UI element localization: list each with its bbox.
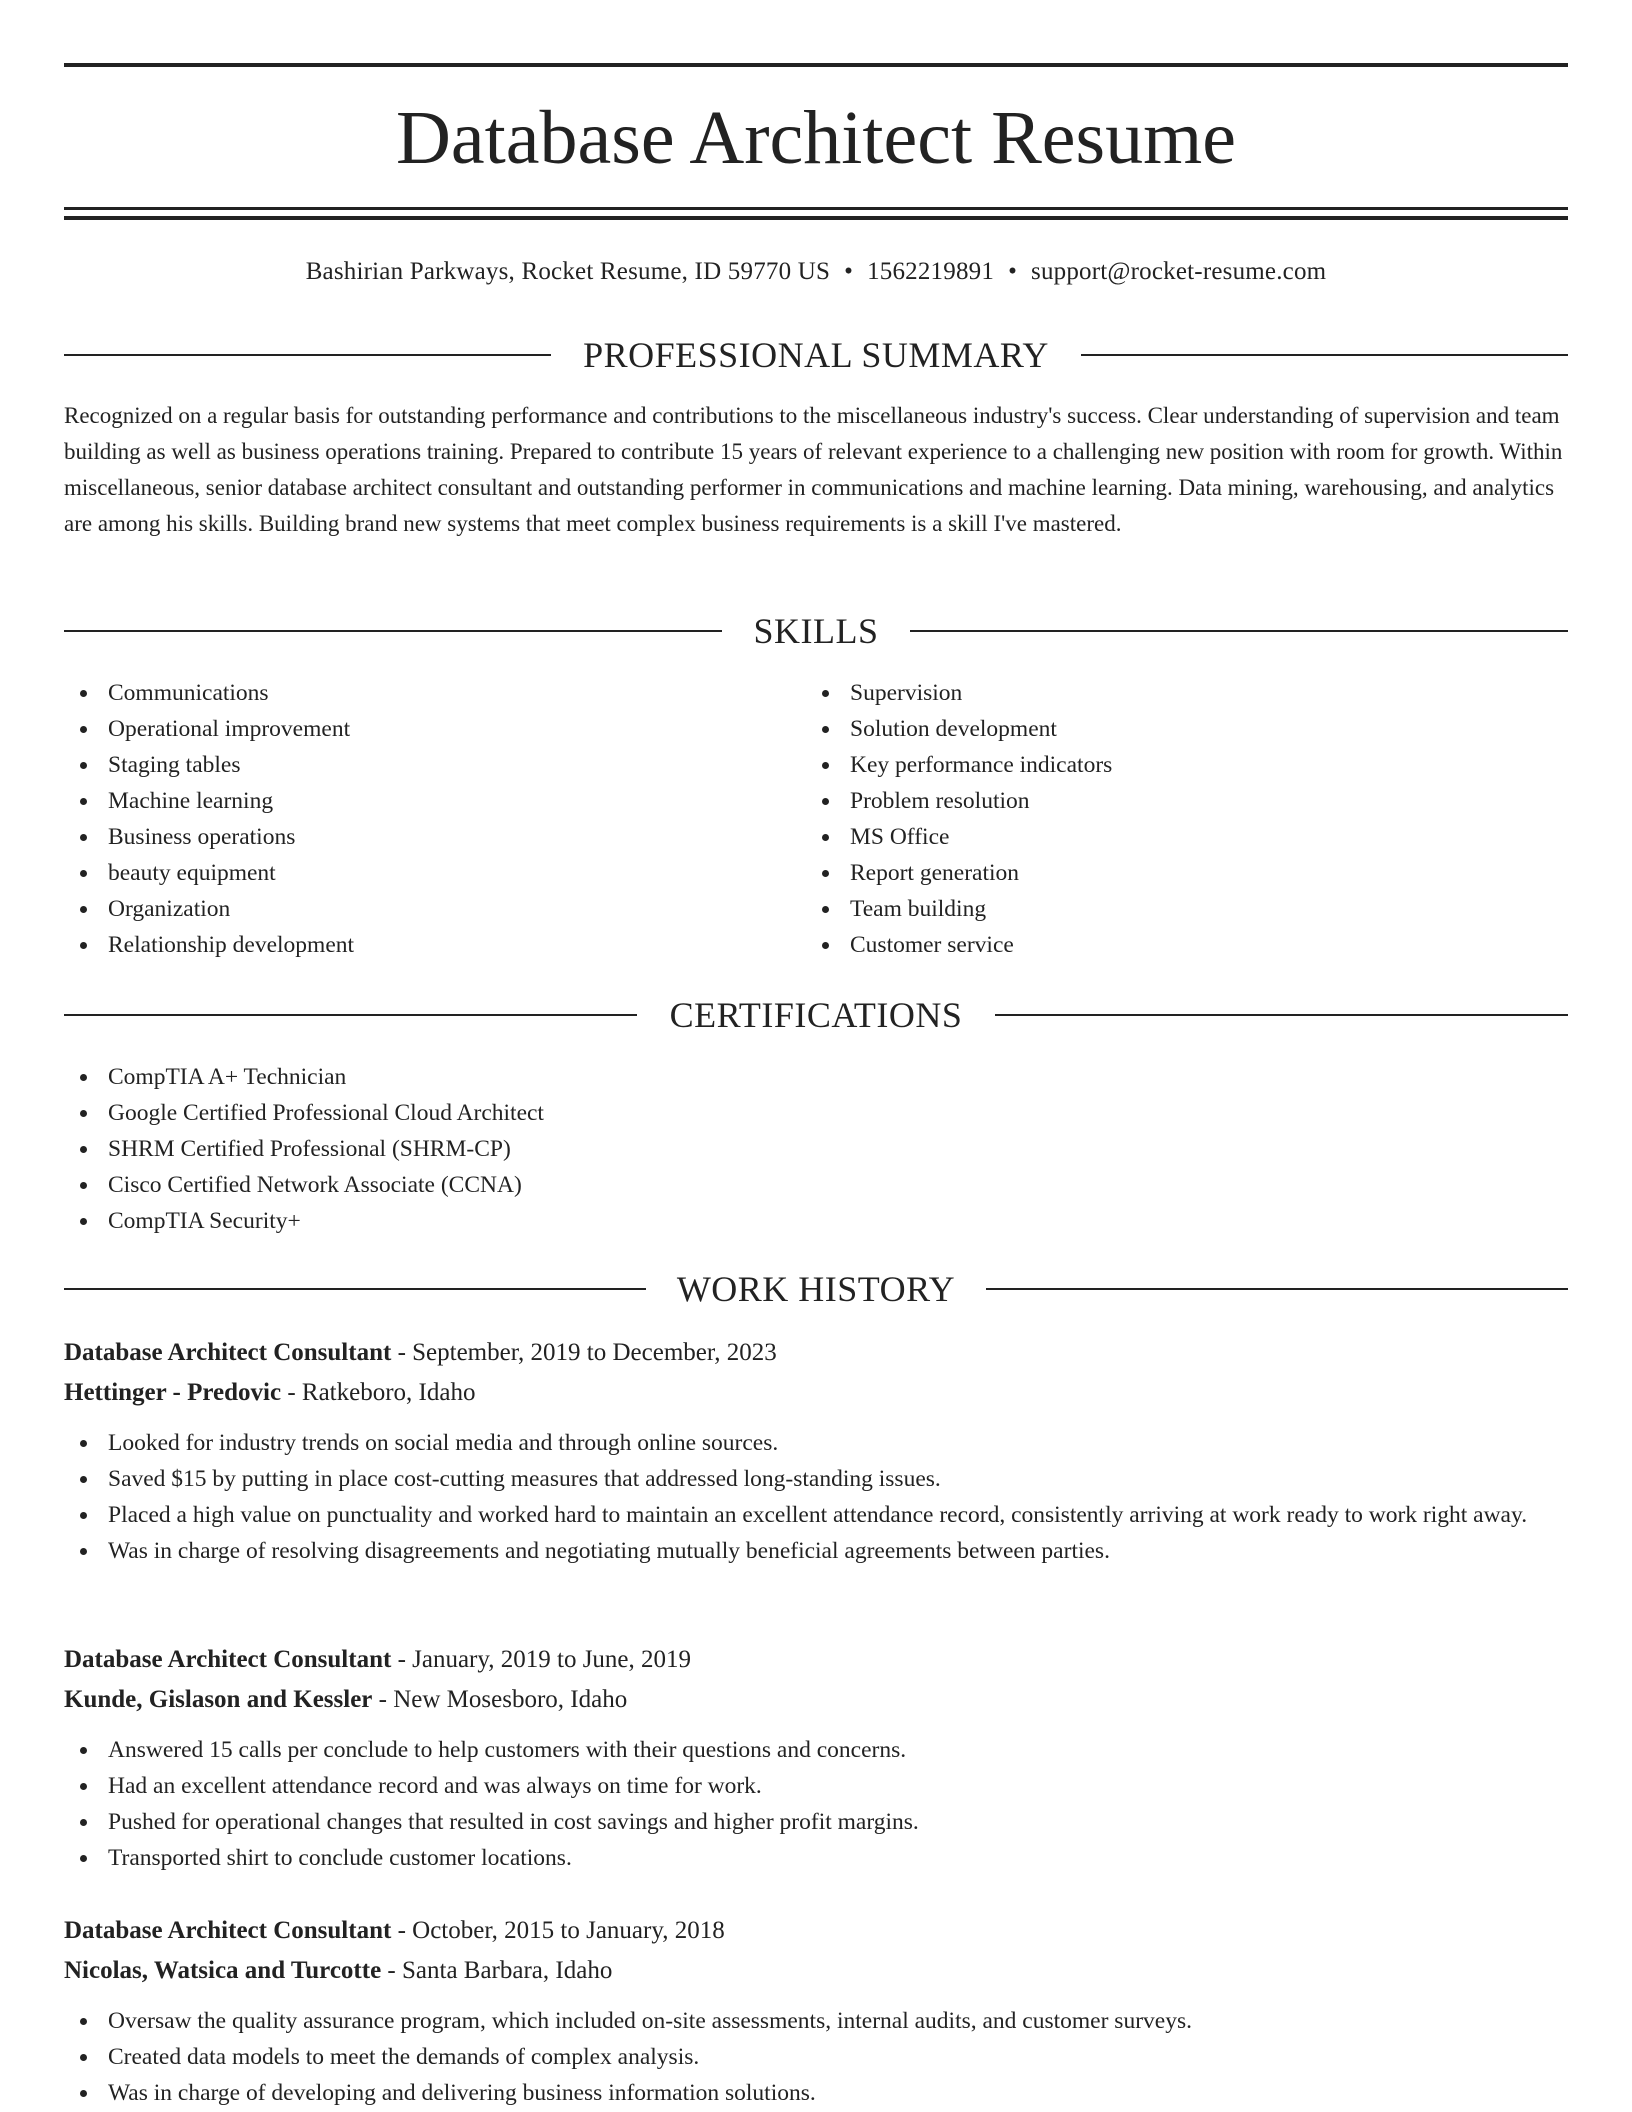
- list-item: Customer service: [806, 927, 1506, 963]
- job-title: Database Architect Consultant: [64, 1339, 392, 1366]
- list-item: Supervision: [806, 675, 1506, 711]
- job-title: Database Architect Consultant: [64, 1646, 392, 1673]
- job-entry: [64, 1911, 1568, 2111]
- skills-list-right: [806, 675, 1506, 963]
- job-dates: - September, 2019 to December, 2023: [391, 1339, 777, 1366]
- list-item: Answered 15 calls per conclude to help customers with their questions and concerns.: [64, 1732, 1568, 1768]
- list-item: SHRM Certified Professional (SHRM-CP): [64, 1131, 1568, 1167]
- summary-heading: [64, 330, 1568, 380]
- job-title-line: [64, 1333, 1568, 1373]
- skills-heading: [64, 606, 1568, 656]
- list-item: Was in charge of resolving disagreements and negotiating mutually beneficial agreements between parties.: [64, 1533, 1568, 1569]
- list-item: Pushed for operational changes that resulted in cost savings and higher profit margins.: [64, 1804, 1568, 1840]
- work-history-heading: [64, 1264, 1568, 1314]
- skills-list-left: [64, 675, 764, 963]
- list-item: Was in charge of developing and delivering business information solutions.: [64, 2075, 1568, 2111]
- list-item: Team building: [806, 891, 1506, 927]
- job-company-line: [64, 1680, 1568, 1720]
- header-top-rule: [64, 63, 1568, 67]
- certifications-heading: [64, 990, 1568, 1040]
- list-item: Transported shirt to conclude customer locations.: [64, 1840, 1568, 1876]
- list-item: Operational improvement: [64, 711, 764, 747]
- job-bullets: [64, 2003, 1568, 2111]
- job-bullets: [64, 1732, 1568, 1876]
- job-entry: [64, 1333, 1568, 1569]
- list-item: Oversaw the quality assurance program, which included on-site assessments, internal audits, and customer surveys.: [64, 2003, 1568, 2039]
- job-location: - Ratkeboro, Idaho: [281, 1379, 476, 1406]
- list-item: CompTIA Security+: [64, 1203, 1568, 1239]
- job-dates: - October, 2015 to January, 2018: [391, 1917, 725, 1944]
- list-item: Organization: [64, 891, 764, 927]
- contact-email: support@rocket-resume.com: [1031, 258, 1327, 285]
- contact-phone: 1562219891: [867, 258, 995, 285]
- list-item: Problem resolution: [806, 783, 1506, 819]
- list-item: Key performance indicators: [806, 747, 1506, 783]
- list-item: MS Office: [806, 819, 1506, 855]
- contact-separator: •: [1008, 258, 1018, 285]
- certifications-list: [64, 1059, 1568, 1239]
- job-company-line: [64, 1951, 1568, 1991]
- list-item: Machine learning: [64, 783, 764, 819]
- list-item: Saved $15 by putting in place cost-cutting measures that addressed long-standing issues.: [64, 1461, 1568, 1497]
- list-item: Cisco Certified Network Associate (CCNA): [64, 1167, 1568, 1203]
- header-bottom-rule-2: [64, 216, 1568, 220]
- job-company-line: [64, 1373, 1568, 1413]
- list-item: Created data models to meet the demands of complex analysis.: [64, 2039, 1568, 2075]
- list-item: Had an excellent attendance record and was always on time for work.: [64, 1768, 1568, 1804]
- job-title-line: [64, 1640, 1568, 1680]
- summary-heading-label: PROFESSIONAL SUMMARY: [583, 335, 1049, 375]
- job-title-line: [64, 1911, 1568, 1951]
- list-item: Google Certified Professional Cloud Architect: [64, 1095, 1568, 1131]
- list-item: beauty equipment: [64, 855, 764, 891]
- contact-line: [64, 255, 1568, 289]
- job-location: - Santa Barbara, Idaho: [381, 1957, 613, 1984]
- work-history-heading-label: WORK HISTORY: [676, 1269, 956, 1309]
- list-item: CompTIA A+ Technician: [64, 1059, 1568, 1095]
- job-company: Nicolas, Watsica and Turcotte: [64, 1957, 382, 1984]
- list-item: Placed a high value on punctuality and worked hard to maintain an excellent attendance record, consistently arriving at work ready to work right away.: [64, 1497, 1568, 1533]
- header-bottom-rule: [64, 207, 1568, 210]
- contact-separator: •: [844, 258, 854, 285]
- list-item: Staging tables: [64, 747, 764, 783]
- list-item: Relationship development: [64, 927, 764, 963]
- list-item: Business operations: [64, 819, 764, 855]
- job-company: Kunde, Gislason and Kessler: [64, 1686, 373, 1713]
- summary-text: Recognized on a regular basis for outstanding performance and contributions to the miscellaneous industry's success. Clear understanding of supervision and team building as well as business operations training. Prepared to contribute 15 years of relevant experience to a challenging new position with room for growth. Within miscellaneous, senior database architect consultant and outstanding performer in communications and machine learning. Data mining, warehousing, and analytics are among his skills. Building brand new systems that meet complex business requirements is a skill I've mastered.: [64, 403, 1563, 536]
- job-location: - New Mosesboro, Idaho: [372, 1686, 628, 1713]
- certifications-heading-label: CERTIFICATIONS: [669, 995, 963, 1035]
- list-item: Communications: [64, 675, 764, 711]
- list-item: Report generation: [806, 855, 1506, 891]
- job-company: Hettinger - Predovic: [64, 1379, 282, 1406]
- list-item: Looked for industry trends on social media and through online sources.: [64, 1425, 1568, 1461]
- job-title: Database Architect Consultant: [64, 1917, 392, 1944]
- job-dates: - January, 2019 to June, 2019: [391, 1646, 692, 1673]
- job-entry: [64, 1640, 1568, 1876]
- list-item: Solution development: [806, 711, 1506, 747]
- contact-address: Bashirian Parkways, Rocket Resume, ID 59770 US: [305, 258, 831, 285]
- resume-title: Database Architect Resume: [396, 96, 1236, 180]
- job-bullets: [64, 1425, 1568, 1569]
- skills-heading-label: SKILLS: [753, 611, 879, 651]
